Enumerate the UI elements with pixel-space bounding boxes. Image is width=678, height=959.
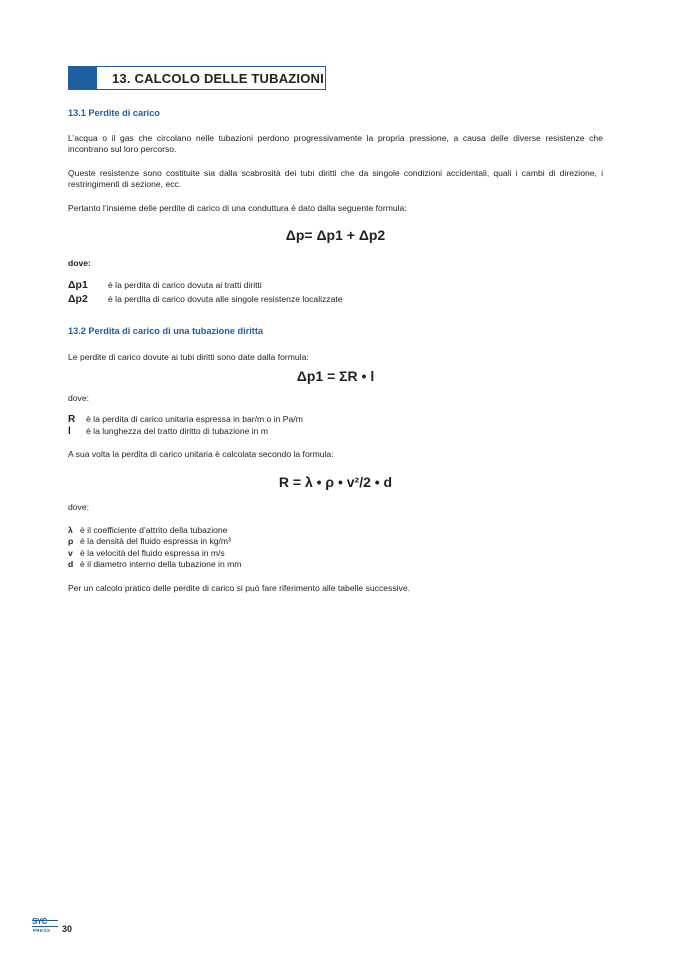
- definition-item: [68, 414, 603, 426]
- definition-item: [68, 525, 603, 537]
- definition-item: [68, 426, 603, 438]
- paragraph: Pertanto l’insieme delle perdite di carico di una conduttura è dato dalla seguente formula:: [68, 202, 407, 213]
- definition-list: [68, 414, 603, 437]
- paragraph: Per un calcolo pratico delle perdite di carico si può fare riferimento alle tabelle successive.: [68, 582, 411, 593]
- page-number: 30: [62, 924, 73, 934]
- section-heading-13-2: 13.2 Perdita di carico di una tubazione diritta: [68, 326, 264, 336]
- page-title: 13. CALCOLO DELLE TUBAZIONI: [112, 70, 324, 86]
- definition-text: è il coefficiente d’attrito della tubazione: [80, 524, 228, 535]
- definition-text: è il diametro interno della tubazione in mm: [80, 559, 242, 569]
- definition-list: [68, 525, 603, 571]
- dove-label: dove:: [68, 502, 90, 512]
- definition-list: [68, 280, 603, 305]
- publisher-logo: [32, 918, 58, 934]
- definition-symbol: ρ: [68, 536, 74, 546]
- definition-item: [68, 536, 603, 548]
- formula-total-loss: Δp= Δp1 + Δp2: [285, 227, 386, 243]
- definition-symbol: l: [68, 425, 71, 437]
- definition-symbol: R: [68, 414, 76, 425]
- logo-subtext: PRESS: [33, 928, 51, 933]
- definition-item: [68, 294, 603, 306]
- definition-text: è la perdita di carico dovuta ai tratti diritti: [108, 280, 262, 290]
- definition-text: è la perdita di carico dovuta alle singole resistenze localizzate: [108, 293, 343, 304]
- definition-text: è la perdita di carico unitaria espressa in bar/m o in Pa/m: [86, 414, 303, 424]
- paragraph: Le perdite di carico dovute ai tubi diritti sono date dalla formula:: [68, 351, 309, 362]
- definition-text: è la densità del fluido espressa in kg/m³: [80, 536, 231, 546]
- paragraph: A sua volta la perdita di carico unitaria è calcolata secondo la formula:: [68, 449, 334, 459]
- paragraph: L’acqua o il gas che circolano nelle tubazioni perdono progressivamente la propria pressione, a causa delle diverse resistenze che incontrano sul loro percorso.: [68, 132, 603, 154]
- logo-text: SYC: [32, 917, 47, 926]
- definition-item: [68, 280, 603, 292]
- formula-straight-loss: Δp1 = ΣR • l: [296, 368, 375, 384]
- dove-label: dove:: [68, 257, 91, 268]
- definition-text: è la velocità del fluido espressa in m/s: [80, 547, 225, 558]
- dove-label: dove:: [68, 392, 90, 403]
- definition-text: è la lunghezza del tratto diritto di tubazione in m: [86, 425, 269, 436]
- definition-symbol: Δp2: [68, 292, 88, 305]
- definition-item: [68, 548, 603, 560]
- definition-symbol: v: [68, 547, 73, 558]
- definition-symbol: λ: [68, 524, 73, 535]
- page-content: [68, 108, 603, 594]
- section-heading-13-1: 13.1 Perdite di carico: [68, 108, 160, 118]
- definition-symbol: d: [68, 559, 74, 569]
- page-footer: [32, 918, 72, 934]
- paragraph: Queste resistenze sono costituite sia dalla scabrosità dei tubi diritti che da singole condizioni accidentali, quali i cambi di direzione, i restringimenti di sezione, ecc.: [68, 167, 603, 189]
- title-accent-bar: [69, 67, 97, 89]
- definition-item: [68, 559, 603, 571]
- section-title-box: [68, 66, 326, 90]
- definition-symbol: Δp1: [68, 279, 88, 291]
- formula-unit-loss: R = λ • ρ • v²/2 • d: [278, 473, 393, 490]
